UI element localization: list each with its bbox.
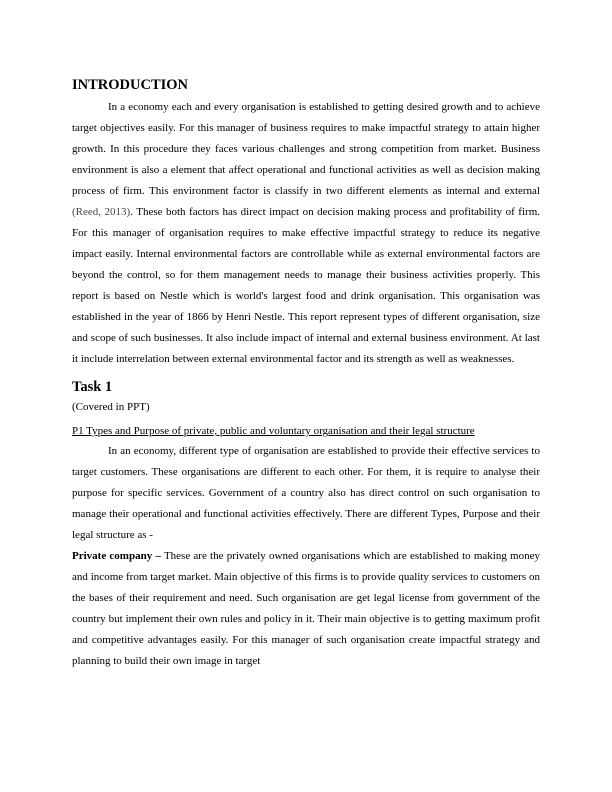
task1-heading: Task 1 bbox=[72, 379, 113, 395]
task1-paragraph: In an economy, different type of organisation are established to provide their effective services to target customers. These organisations are different to each other. For them, it is require to analyse their purpose for specific services. Government of a country also has direct control on such organisation to manage their operational and functional activities effectively. There are different Types, Purpose and their legal structure as - bbox=[72, 445, 540, 541]
introduction-paragraph bbox=[72, 97, 540, 370]
introduction-text-part2: . These both factors has direct impact on decision making process and profitability of firm. For this manager of organisation requires to make effective impactful strategy to reduce its negative impact easily. Internal environmental factors are controllable while as external environmental factors are beyond the control, so for them management needs to manage their business activities properly. This report is based on Nestle which is world's largest food and drink organisation. This organisation was established in the year of 1866 by Henri Nestle. This report represent types of different organisation, size and scope of such businesses. It also include impact of internal and external business environment. At last it include interrelation between external environmental factor and its strength as well as weaknesses. bbox=[72, 206, 541, 365]
task1-subheading: P1 Types and Purpose of private, public and voluntary organisation and their legal structure bbox=[72, 425, 475, 437]
task1-note: (Covered in PPT) bbox=[72, 401, 150, 413]
introduction-citation: (Reed, 2013) bbox=[72, 206, 131, 218]
introduction-heading: INTRODUCTION bbox=[72, 77, 189, 93]
introduction-text-part1: In a economy each and every organisation is established to getting desired growth and to achieve target objectives easily. For this manager of business requires to make impactful strategy to attain higher growth. In this procedure they faces various challenges and strong competition from market. Business environment is also a element that affect operational and functional activities as well as decision making process of firm. This environment factor is classify in two different elements as internal and external bbox=[72, 101, 540, 197]
private-company-paragraph bbox=[72, 546, 540, 672]
private-company-label: Private company – bbox=[72, 550, 161, 562]
private-company-text: These are the privately owned organisations which are established to making money and income from target market. Main objective of this firms is to provide quality services to customers on the bases of their requirement and need. Such organisation are get legal license from government of the country but implement their own rules and policy in it. Their main objective is to getting maximum profit and competitive advantages easily. For this manager of such organisation create impactful strategy and planning to build their own image in target bbox=[72, 550, 540, 667]
document-page bbox=[72, 76, 540, 672]
